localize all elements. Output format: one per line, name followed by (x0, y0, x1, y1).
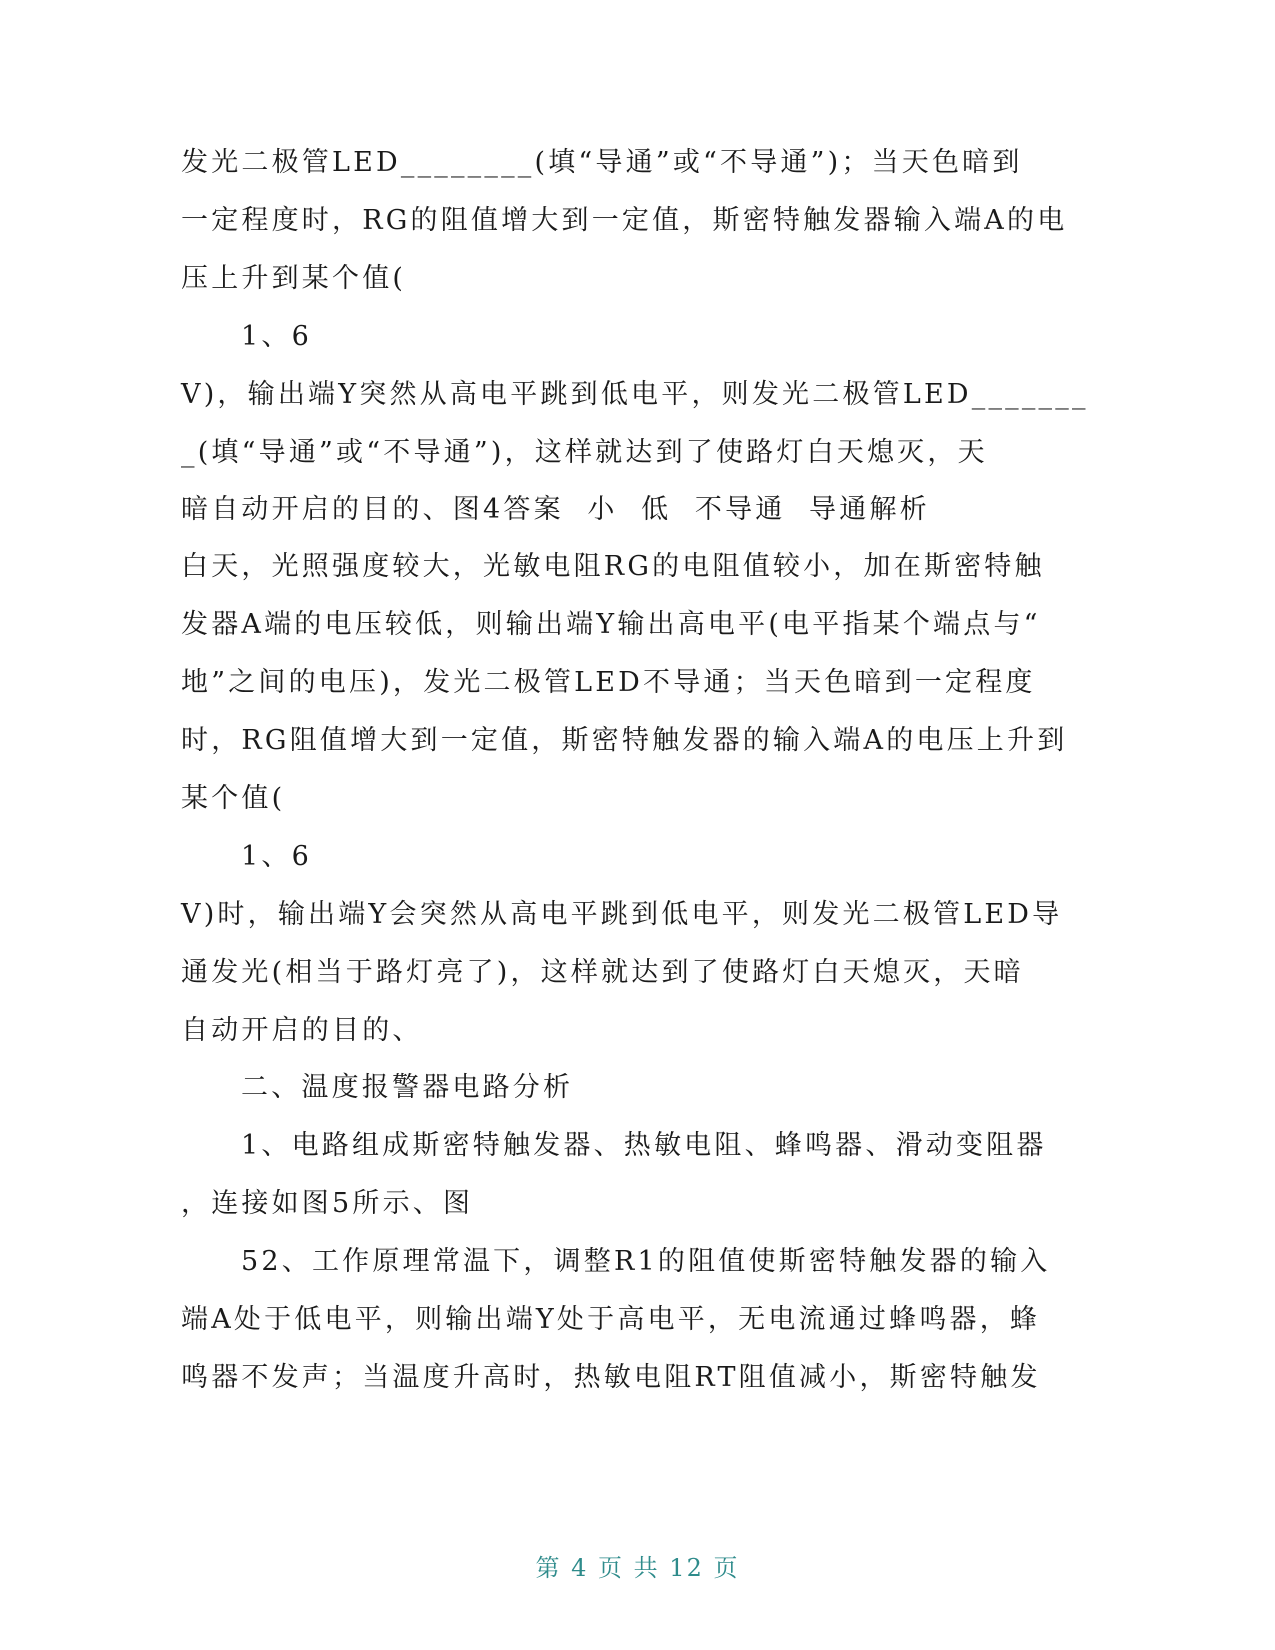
body-line: V)时，输出端Y会突然从高电平跳到低电平，则发光二极管LED导 (181, 899, 1063, 930)
body-line: 时，RG阻值增大到一定值，斯密特触发器的输入端A的电压上升到 (181, 725, 1068, 756)
body-line: _(填“导通”或“不导通”)，这样就达到了使路灯白天熄灭，天 (181, 437, 988, 468)
body-line: 52、工作原理常温下，调整R1的阻值使斯密特触发器的输入 (241, 1246, 1051, 1277)
body-line: 自动开启的目的、 (181, 1015, 423, 1046)
section-heading: 二、温度报警器电路分析 (241, 1072, 574, 1103)
body-line: 压上升到某个值( (181, 263, 407, 294)
body-line: 某个值( (181, 783, 286, 814)
body-line: 端A处于低电平，则输出端Y处于高电平，无电流通过蜂鸣器，蜂 (181, 1304, 1041, 1335)
body-line: ，连接如图5所示、图 (181, 1188, 474, 1219)
body-line: 白天，光照强度较大，光敏电阻RG的电阻值较小，加在斯密特触 (181, 551, 1045, 582)
body-line: 一定程度时，RG的阻值增大到一定值，斯密特触发器输入端A的电 (181, 205, 1068, 236)
body-line: 暗自动开启的目的、图4答案 小 低 不导通 导通解析 (181, 494, 930, 525)
body-line: 发器A端的电压较低，则输出端Y输出高电平(电平指某个端点与“ (181, 609, 1041, 640)
body-line: 发光二极管LED________(填“导通”或“不导通”)；当天色暗到 (181, 147, 1023, 178)
body-line: 1、6 (241, 321, 312, 352)
body-line: V)，输出端Y突然从高电平跳到低电平，则发光二极管LED_______ (181, 379, 1089, 410)
body-line: 1、6 (241, 841, 312, 872)
body-line: 地”之间的电压)，发光二极管LED不导通；当天色暗到一定程度 (181, 667, 1036, 698)
body-line: 1、电路组成斯密特触发器、热敏电阻、蜂鸣器、滑动变阻器 (241, 1130, 1047, 1161)
page-number-footer: 第 4 页 共 12 页 (535, 1554, 740, 1582)
body-line: 通发光(相当于路灯亮了)，这样就达到了使路灯白天熄灭，天暗 (181, 957, 1024, 988)
body-line: 鸣器不发声；当温度升高时，热敏电阻RT阻值减小，斯密特触发 (181, 1362, 1041, 1393)
